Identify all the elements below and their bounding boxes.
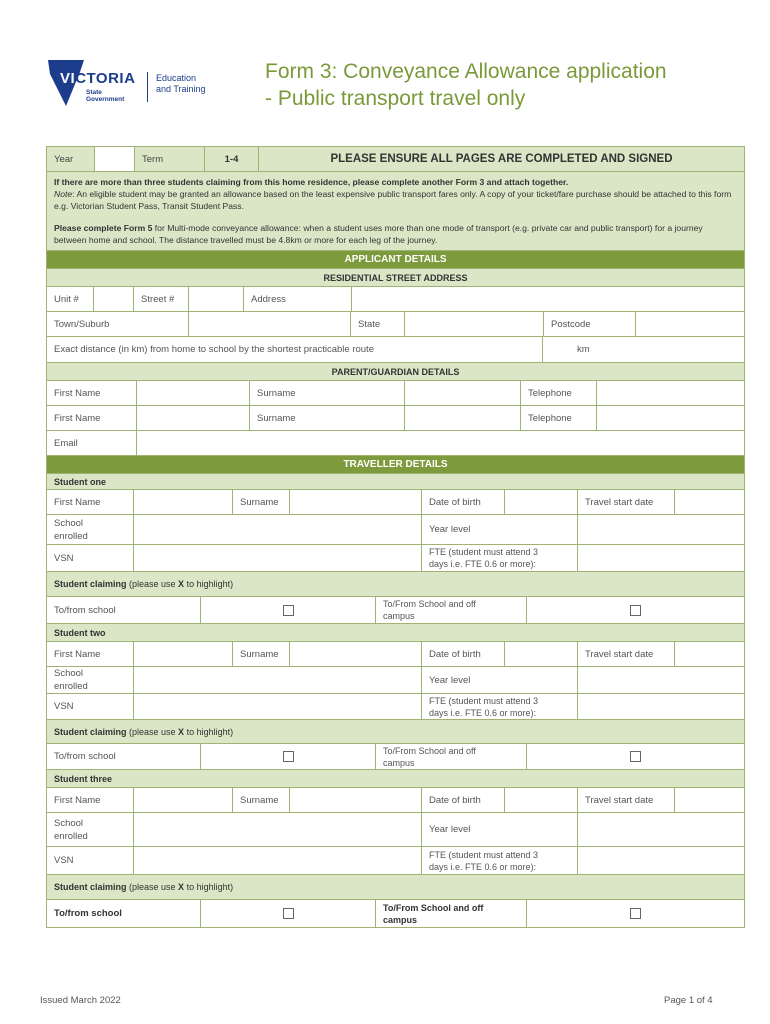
parent2-row [47,406,744,431]
student1-vsn-input[interactable] [134,545,422,571]
student1-options-row [47,597,744,624]
school-label-line2: enrolled [54,830,88,842]
student3-school-option-cell [201,900,376,927]
student1-offcampus-label [376,597,527,623]
student-one-heading: Student one [47,474,744,490]
logo-department [156,73,206,95]
student2-school-option-cell [201,744,376,769]
year-input[interactable] [95,147,135,171]
student2-vsn-row [47,694,744,720]
parent1-firstname-label: First Name [47,381,137,405]
distance-label: Exact distance (in km) from home to school by the shortest practicable route [47,337,543,362]
student1-firstname-label: First Name [47,490,134,514]
address-row [47,287,744,312]
student2-fte-input[interactable] [578,694,744,719]
student1-firstname-input[interactable] [134,490,233,514]
parent1-row [47,381,744,406]
page-header [0,0,770,140]
student2-travelstart-input[interactable] [675,642,744,666]
student1-fte-label [422,545,578,571]
school-label-line1: School [54,517,84,529]
student1-offcampus-checkbox[interactable] [630,605,641,616]
claiming-bold: Student claiming [54,726,127,737]
student3-school-label [47,813,134,846]
student2-surname-input[interactable] [290,642,422,666]
student1-dob-label: Date of birth [422,490,505,514]
student2-vsn-label: VSN [47,694,134,719]
claiming-rest: (please use [126,579,179,589]
applicant-heading-row [47,251,744,269]
parent2-surname-input[interactable] [405,406,521,430]
student1-yearlevel-label: Year level [422,515,578,544]
town-label: Town/Suburb [47,312,189,336]
fte-line1: FTE (student must attend 3 [429,849,539,860]
student1-travelstart-input[interactable] [675,490,744,514]
student3-school-option-label: To/from school [47,900,201,927]
distance-input[interactable] [543,337,744,362]
parent1-surname-label: Surname [250,381,405,405]
student3-school-row [47,813,744,847]
offcampus-line2: campus [383,611,415,621]
student3-fte-label [422,847,578,874]
logo-wordmark [60,70,135,87]
postcode-input[interactable] [636,312,744,336]
student1-school-option-label: To/from school [47,597,201,623]
student3-surname-input[interactable] [290,788,422,812]
claiming-end: to highlight) [184,882,234,892]
claiming-rest: (please use [126,726,179,737]
parent2-telephone-label: Telephone [521,406,597,430]
student1-vsn-row [47,545,744,572]
student1-offcampus-option-cell [527,597,744,623]
student3-surname-label: Surname [233,788,290,812]
logo-sub-line1: State [86,89,102,96]
student1-claiming-row [47,572,744,597]
notes-note-text: : An eligible student may be granted an allowance based on the least expensive public transport fares only. A copy of your ticket/fare purchase should be attached to this form e.g. Victorian Student Pass, Transit Student Pass. [54,189,732,211]
parent1-telephone-label: Telephone [521,381,597,405]
student1-school-label [47,515,134,544]
student2-name-row [47,642,744,667]
email-row [47,431,744,456]
notes-paragraph-2 [54,222,737,246]
student2-claiming-label [54,727,233,737]
postcode-label: Postcode [544,312,636,336]
year-label: Year [47,147,95,171]
student1-surname-input[interactable] [290,490,422,514]
offcampus-line1: To/From School and off [383,902,484,913]
parent1-telephone-input[interactable] [597,381,744,405]
student3-name-row [47,788,744,813]
student2-dob-label: Date of birth [422,642,505,666]
student3-vsn-row [47,847,744,875]
student3-vsn-input[interactable] [134,847,422,874]
parent1-firstname-input[interactable] [137,381,250,405]
student1-school-option-cell [201,597,376,623]
parent2-surname-label: Surname [250,406,405,430]
student3-claiming-label [54,882,233,892]
email-label: Email [47,431,137,455]
fte-line1: FTE (student must attend 3 [429,547,539,557]
offcampus-line2: campus [383,914,418,925]
student1-yearlevel-input[interactable] [578,515,744,544]
school-label-line2: enrolled [54,530,88,542]
student1-school-input[interactable] [134,515,422,544]
student2-offcampus-option-cell [527,744,744,769]
logo-dept-line1: Education [156,73,197,83]
unit-input[interactable] [94,287,134,311]
student2-offcampus-label [376,744,527,769]
parent2-telephone-input[interactable] [597,406,744,430]
street-label: Street # [134,287,189,311]
student2-school-row [47,667,744,694]
student3-vsn-label: VSN [47,847,134,874]
claiming-end: to highlight) [184,726,234,737]
notes-note-label: Note [54,189,73,199]
fte-line2: days i.e. FTE 0.6 or more): [429,707,537,718]
student3-offcampus-option-cell [527,900,744,927]
claiming-x: X [178,579,185,589]
student2-yearlevel-label: Year level [422,667,578,693]
student2-offcampus-checkbox[interactable] [630,751,641,762]
student1-vsn-label: VSN [47,545,134,571]
student1-claiming-label [54,579,233,589]
logo-subtitle [86,89,124,103]
student2-vsn-input[interactable] [134,694,422,719]
student2-school-checkbox[interactable] [283,751,294,762]
student2-firstname-label: First Name [47,642,134,666]
student3-claiming-row [47,875,744,900]
parent2-firstname-input[interactable] [137,406,250,430]
town-row [47,312,744,337]
student2-school-input[interactable] [134,667,422,693]
student3-travelstart-label: Travel start date [578,788,675,812]
footer-page-number: Page 1 of 4 [664,995,713,1006]
fte-line1: FTE (student must attend 3 [429,695,539,706]
student2-travelstart-label: Travel start date [578,642,675,666]
notes-paragraph-1 [54,176,737,212]
school-label-line1: School [54,668,84,679]
school-label-line2: enrolled [54,681,88,692]
form-title-line2: - Public transport travel only [265,87,526,110]
form-title [265,58,667,112]
student1-school-checkbox[interactable] [283,605,294,616]
logo-wordmark-v: VI [60,70,76,87]
claiming-end: to highlight) [184,579,234,589]
student1-surname-label: Surname [233,490,290,514]
claiming-bold: Student claiming [54,579,127,589]
student1-fte-input[interactable] [578,545,744,571]
address-label: Address [244,287,352,311]
student3-dob-label: Date of birth [422,788,505,812]
parent-heading: PARENT/GUARDIAN DETAILS [47,363,744,381]
student2-dob-input[interactable] [505,642,578,666]
application-form [46,146,745,928]
email-input[interactable] [137,431,744,455]
student2-claiming-row [47,720,744,744]
student1-dob-input[interactable] [505,490,578,514]
offcampus-line2: campus [383,757,415,768]
student3-offcampus-label [376,900,527,927]
student2-school-label [47,667,134,693]
year-term-row [47,147,744,172]
student3-travelstart-input[interactable] [675,788,744,812]
km-unit: km [577,344,590,355]
student3-firstname-label: First Name [47,788,134,812]
student1-school-row [47,515,744,545]
student3-dob-input[interactable] [505,788,578,812]
claiming-bold: Student claiming [54,882,127,892]
address-heading: RESIDENTIAL STREET ADDRESS [47,269,744,287]
notes-form5-text: for Multi-mode conveyance allowance: when a student uses more than one mode of transport (e.g. private car and public transport) for a journey between home and school. The distance travelled must be 4.8km or more for each leg of the journey. [54,223,703,245]
student1-travelstart-label: Travel start date [578,490,675,514]
logo-divider [147,72,148,102]
claiming-x: X [178,726,185,737]
applicant-heading: APPLICANT DETAILS [47,251,744,268]
unit-label: Unit # [47,287,94,311]
form-title-line1: Form 3: Conveyance Allowance application [265,60,667,83]
footer-issued-date: Issued March 2022 [40,995,121,1006]
student2-yearlevel-input[interactable] [578,667,744,693]
logo-sub-line2: Government [86,96,125,103]
student-two-heading: Student two [47,624,744,642]
traveller-heading: TRAVELLER DETAILS [47,456,744,473]
student3-offcampus-checkbox[interactable] [630,908,641,919]
term-value: 1-4 [205,147,259,171]
claiming-x: X [178,882,185,892]
parent1-surname-input[interactable] [405,381,521,405]
victoria-logo [46,58,226,110]
address-input[interactable] [352,287,744,311]
student2-school-option-label: To/from school [47,744,201,769]
student1-name-row [47,490,744,515]
student2-options-row [47,744,744,770]
notes-multi-student: If there are more than three students claiming from this home residence, please complete another Form 3 and attach together. [54,177,569,187]
notice-text: PLEASE ENSURE ALL PAGES ARE COMPLETED AND SIGNED [259,147,744,171]
state-label: State [351,312,405,336]
traveller-heading-row [47,456,744,474]
state-input[interactable] [405,312,544,336]
instructions-notes [47,172,744,251]
town-input[interactable] [189,312,351,336]
student2-firstname-input[interactable] [134,642,233,666]
fte-line2: days i.e. FTE 0.6 or more): [429,861,537,872]
student2-fte-label [422,694,578,719]
term-label: Term [135,147,205,171]
distance-row [47,337,744,363]
student3-fte-input[interactable] [578,847,744,874]
notes-form5-label: Please complete Form 5 [54,223,153,233]
student3-options-row [47,900,744,927]
student3-firstname-input[interactable] [134,788,233,812]
fte-line2: days i.e. FTE 0.6 or more): [429,559,537,569]
logo-dept-line2: and Training [156,84,206,94]
student2-surname-label: Surname [233,642,290,666]
offcampus-line1: To/From School and off [383,599,476,609]
student-three-heading: Student three [47,770,744,788]
student3-school-checkbox[interactable] [283,908,294,919]
student3-yearlevel-label: Year level [422,813,578,846]
offcampus-line1: To/From School and off [383,745,476,756]
student3-school-input[interactable] [134,813,422,846]
street-input[interactable] [189,287,244,311]
student3-yearlevel-input[interactable] [578,813,744,846]
parent2-firstname-label: First Name [47,406,137,430]
claiming-rest: (please use [126,882,179,892]
logo-wordmark-rest: CTORIA [75,70,136,87]
school-label-line1: School [54,817,84,829]
